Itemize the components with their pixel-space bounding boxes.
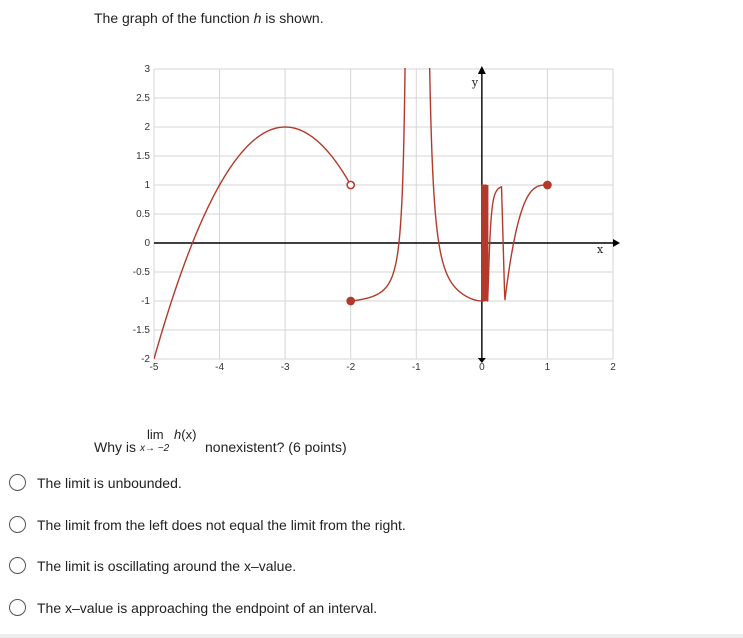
y-axis-arrow [478,66,486,74]
x-axis-label: x [597,243,604,256]
open-point [347,181,354,188]
y-tick-label: 3 [144,64,150,75]
closed-point [544,181,551,188]
intro-var: h [253,10,262,26]
answer-option-label: The limit is unbounded. [37,474,182,491]
x-tick-label: 2 [610,362,616,373]
y-tick-label: -0.5 [132,267,150,278]
intro-suffix: is shown. [261,10,324,26]
y-tick-label: 1.5 [136,151,150,162]
closed-point [347,297,354,304]
x-tick-label: -3 [280,362,290,373]
limit-function [174,426,196,444]
y-tick-label: 0.5 [136,209,150,220]
y-tick-label: 2 [144,122,150,133]
x-tick-label: 0 [479,362,485,373]
y-axis-label: y [471,76,479,89]
limit-function-name: h [174,427,182,442]
radio-button[interactable] [9,516,26,533]
radio-button[interactable] [9,474,26,491]
x-tick-label: -1 [411,362,421,373]
answer-option-1[interactable] [9,474,182,491]
y-tick-label: -2 [141,354,150,365]
y-tick-label: 2.5 [136,93,150,104]
answer-option-3[interactable] [9,557,296,574]
question-rest: nonexistent? (6 points) [205,439,347,455]
radio-button[interactable] [9,599,26,616]
y-tick-label: -1 [141,296,150,307]
intro-prefix: The graph of the function [94,10,254,26]
grid-lines [154,69,613,359]
answer-option-4[interactable] [9,599,377,616]
answer-option-label: The limit from the left does not equal the limit from the right. [37,516,406,533]
x-tick-label: -5 [149,362,159,373]
y-tick-label: 1 [144,180,150,191]
question-why: Why is [94,439,136,455]
x-axis-arrow [613,239,620,247]
tick-labels [133,64,616,373]
answer-option-label: The limit is oscillating around the x–value. [37,557,297,574]
x-tick-label: 1 [544,362,551,373]
bottom-divider [0,634,743,638]
x-tick-label: -2 [346,362,356,373]
limit-function-arg: (x) [181,427,197,442]
y-tick-label: 0 [144,238,150,249]
limit-word: lim [147,427,164,442]
y-tick-label: -1.5 [132,325,150,336]
answer-option-2[interactable] [9,516,406,533]
radio-button[interactable] [9,557,26,574]
x-tick-label: -4 [215,362,225,373]
answer-option-label: The x–value is approaching the endpoint of an interval. [37,599,378,616]
limit-subscript: x→ −2 [140,443,170,454]
